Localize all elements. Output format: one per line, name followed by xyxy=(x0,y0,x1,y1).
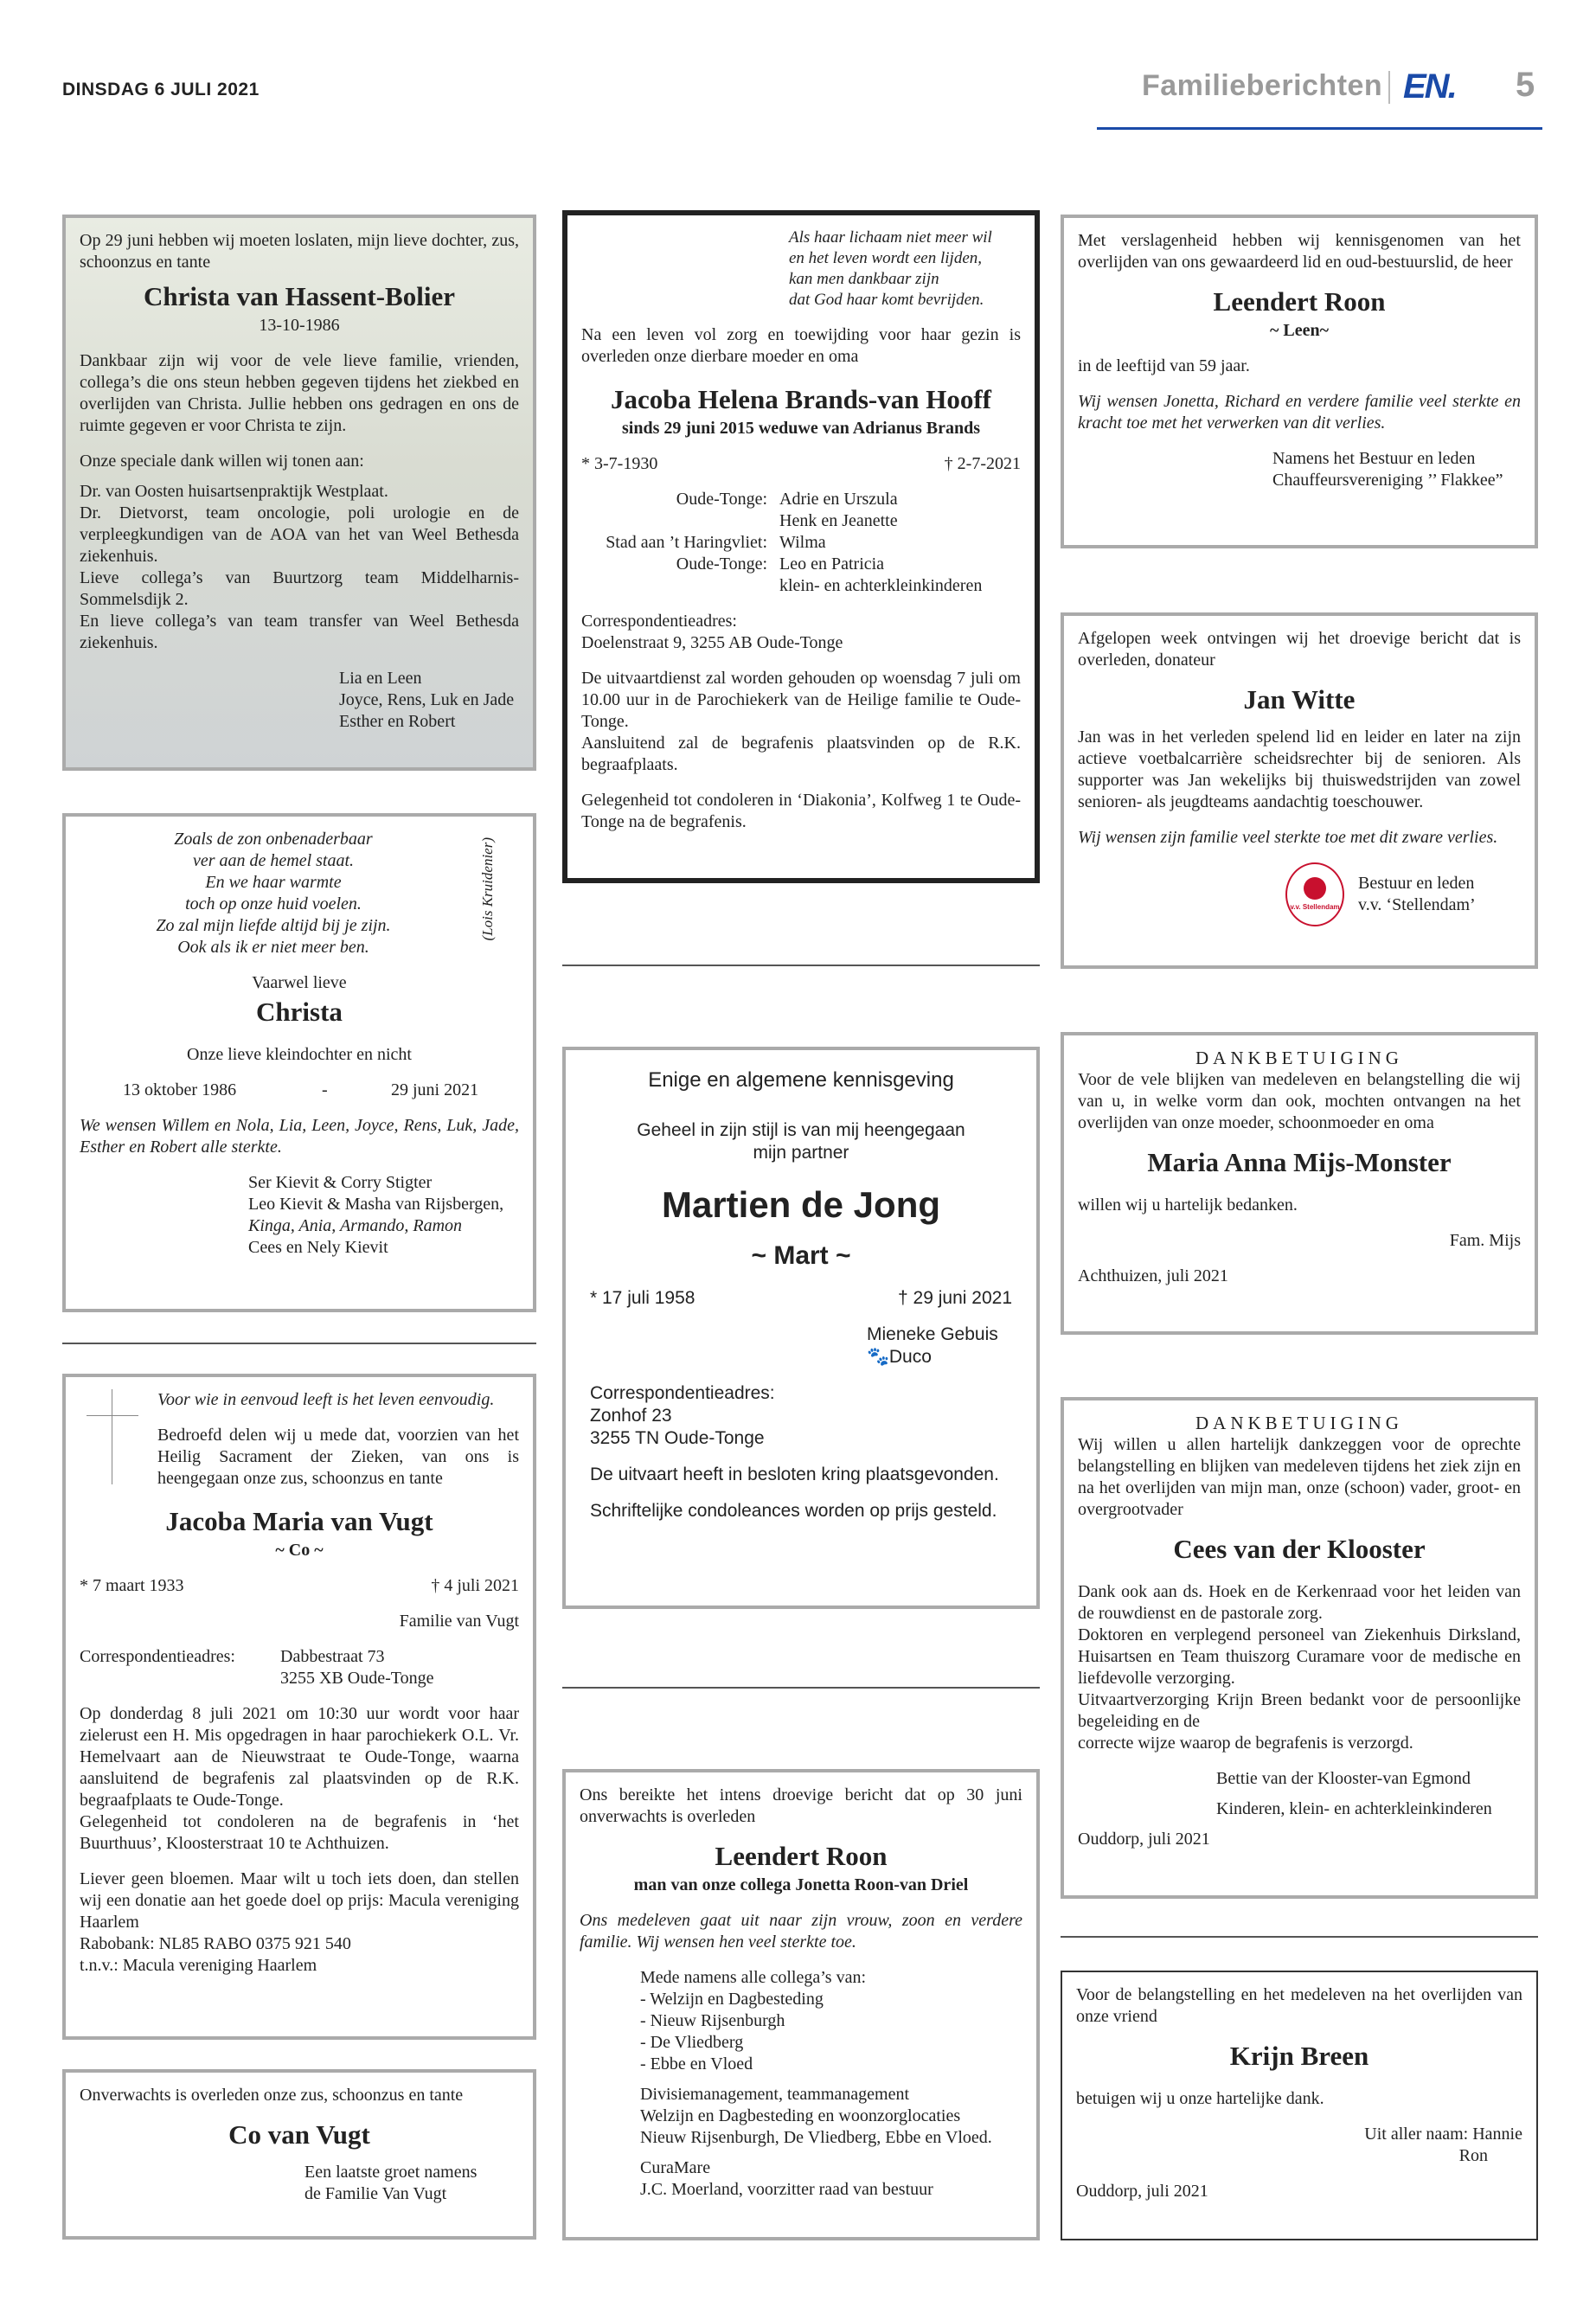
donation-info: Liever geen bloemen. Maar wilt u toch iets doen, dan stellen wij een donatie aan het goede doel op prijs: Macula vereniging Haarlem Rabobank: NL85 RABO 0375 921 540 t.n.v.: Macula vereniging Haarlem xyxy=(80,1869,519,1975)
family-row: Oude-Tonge: Adrie en Urszula xyxy=(676,490,898,509)
correspondence-label: Correspondentieadres: xyxy=(590,1383,775,1403)
signatory: Duco xyxy=(888,1347,932,1367)
notice-heading: DANKBETUIGING xyxy=(1195,1413,1403,1433)
died-date: † 2-7-2021 xyxy=(944,454,1021,473)
notice-cees-van-der-klooster xyxy=(1061,1397,1538,1899)
deceased-name: Christa xyxy=(256,997,343,1027)
deceased-name: Cees van der Klooster xyxy=(1173,1534,1426,1564)
thanks-line: betuigen wij u onze hartelijke dank. xyxy=(1076,2089,1324,2108)
date-dash: - xyxy=(322,1080,328,1099)
died-date: † 29 juni 2021 xyxy=(898,1288,1012,1308)
column-divider xyxy=(1061,1936,1538,1938)
notice-intro: Met verslagenheid hebben wij kennisgenomen van het overlijden van ons gewaardeerd lid en oud-bestuurslid, de heer xyxy=(1078,231,1521,272)
born-date: * 3-7-1930 xyxy=(581,454,658,473)
wish: Ons medeleven gaat uit naar zijn vrouw, zoon en verdere familie. Wij wensen hen veel sterkte toe. xyxy=(580,1911,1022,1952)
deceased-name: Leendert Roon xyxy=(715,1841,888,1871)
section-title: Familieberichten xyxy=(1142,69,1383,102)
condolence-info: Schriftelijke condoleances worden op prijs gesteld. xyxy=(590,1501,997,1521)
column-divider xyxy=(562,1687,1040,1689)
notice-leendert-roon-club xyxy=(1061,215,1538,548)
list-item: - Nieuw Rijsenburgh xyxy=(640,2011,785,2030)
address-line: Zonhof 23 xyxy=(590,1406,672,1426)
notice-intro: Geheel in zijn stijl is van mij heengegaan mijn partner xyxy=(637,1120,965,1163)
thanks-intro: Onze speciale dank willen wij tonen aan: xyxy=(80,452,364,471)
thanks-list: Dr. van Oosten huisartsenpraktijk Westplaat. Dr. Dietvorst, team oncologie, poli urologie en de verpleegkundigen van de AOA van het van Weel Bethesda ziekenhuis. Lieve collega’s van Buurtzorg team Middelharnis-Sommelsdijk 2. En lieve collega’s van team transfer van Weel Bethesda ziekenhuis. xyxy=(80,482,519,652)
signatory: Kinderen, klein- en achterkleinkinderen xyxy=(1216,1799,1492,1818)
header-rule xyxy=(1097,127,1542,130)
deceased-name: Jacoba Helena Brands-van Hooff xyxy=(610,384,992,414)
born-date: 13 oktober 1986 xyxy=(123,1080,237,1099)
service-info: De uitvaartdienst zal worden gehouden op woensdag 7 juli om 10.00 uur in de Parochiekerk van de Heilige familie te Oude-Tonge. Aansluitend zal de begrafenis plaatsvinden op de R.K. begraafplaats. xyxy=(581,669,1021,774)
place-date: Ouddorp, juli 2021 xyxy=(1076,2182,1208,2201)
wish: We wensen Willem en Nola, Lia, Leen, Joyce, Rens, Luk, Jade, Esther en Robert alle sterkte. xyxy=(80,1116,519,1157)
age-line: in de leeftijd van 59 jaar. xyxy=(1078,356,1250,375)
relation-line: Onze lieve kleindochter en nicht xyxy=(187,1045,412,1064)
nickname: ~ Mart ~ xyxy=(751,1241,851,1270)
address-line: Doelenstraat 9, 3255 AB Oude-Tonge xyxy=(581,633,843,652)
deceased-name: Martien de Jong xyxy=(661,1184,941,1225)
page-number: 5 xyxy=(1516,66,1535,104)
nickname: ~ Leen~ xyxy=(1269,321,1330,340)
address-line: 3255 TN Oude-Tonge xyxy=(590,1428,765,1448)
signatories: Fam. Mijs xyxy=(1449,1231,1521,1250)
family-row: Stad aan ’t Haringvliet: Wilma xyxy=(606,533,826,552)
paw-icon: 🐾 xyxy=(867,1347,890,1367)
family-row: Henk en Jeanette xyxy=(779,511,898,530)
notice-jacoba-van-vugt xyxy=(62,1374,536,2040)
notice-body: Dankbaar zijn wij voor de vele lieve familie, vrienden, collega’s die ons steun hebben gegeven tijdens het ziekbed en overlijden van Christa. Jullie hebben ons gedragen en ons de ruimte gegeven er voor Christa te zijn. xyxy=(80,351,519,435)
motto: Voor wie in eenvoud leeft is het leven eenvoudig. xyxy=(157,1390,495,1409)
died-date: 29 juni 2021 xyxy=(391,1080,479,1099)
deceased-name: Co van Vugt xyxy=(228,2119,370,2150)
notice-maria-mijs-monster xyxy=(1061,1032,1538,1335)
notice-body: Dank ook aan ds. Hoek en de Kerkenraad voor het leiden van de rouwdienst en de pastorale zorg. Doktoren en verplegend personeel van Ziekenhuis Dirksland, Huisartsen en Team thuiszorg Curamare voor de medische en liefdevolle verzorging. Uitvaartverzorging Krijn Breen bedankt voor de persoonlijke begeleiding en de correcte wijze waarop de begrafenis is verzorgd. xyxy=(1078,1582,1521,1753)
wish: Wij wensen Jonetta, Richard en verdere familie veel sterkte en kracht toe met het verwerken van dit verlies. xyxy=(1078,392,1521,433)
correspondence-label: Correspondentieadres: xyxy=(581,612,737,631)
cross-icon xyxy=(87,1389,138,1484)
notice-intro: Bedroefd delen wij u mede dat, voorzien van het Heilig Sacrament der Zieken, van ons is heengegaan onze zus, schoonzus en tante xyxy=(157,1426,519,1488)
signatory: Bettie van der Klooster-van Egmond xyxy=(1216,1769,1471,1788)
column-divider xyxy=(62,1343,536,1344)
family-row: klein- en achterkleinkinderen xyxy=(779,576,983,595)
notice-heading: Enige en algemene kennisgeving xyxy=(648,1068,954,1092)
signatory: Ron xyxy=(1458,2146,1488,2165)
signatories: Lia en Leen Joyce, Rens, Luk en Jade Esther en Robert xyxy=(339,669,515,731)
notice-heading: DANKBETUIGING xyxy=(1195,1048,1403,1068)
notice-jacoba-brands xyxy=(562,210,1040,883)
notice-intro: Ons bereikte het intens droevige bericht dat op 30 juni onverwachts is overleden xyxy=(580,1785,1022,1826)
notice-intro: Voor de vele blijken van medeleven en belangstelling die wij van u, in welke vorm dan ook, mochten ontvangen na het overlijden van onze moeder, schoonmoeder en oma xyxy=(1078,1070,1521,1132)
notice-intro: Afgelopen week ontvingen wij het droevige bericht dat is overleden, donateur xyxy=(1078,629,1521,670)
poem: Als haar lichaam niet meer wil en het leven wordt een lijden, kan men dankbaar zijn dat God haar komt bevrijden. xyxy=(789,228,992,309)
header-separator xyxy=(1388,71,1390,104)
deceased-name: Maria Anna Mijs-Monster xyxy=(1147,1147,1452,1177)
notice-martien-de-jong xyxy=(562,1047,1040,1609)
notice-intro: Voor de belangstelling en het medeleven na het overlijden van onze vriend xyxy=(1076,1985,1522,2026)
deceased-name: Jacoba Maria van Vugt xyxy=(165,1506,433,1536)
club-logo-icon: v.v. Stellendam xyxy=(1285,862,1344,926)
signed-intro: Mede namens alle collega’s van: xyxy=(640,1968,867,1987)
signatory: Ser Kievit & Corry Stigter xyxy=(248,1173,433,1192)
born-date: * 17 juli 1958 xyxy=(590,1288,695,1308)
list-item: - Welzijn en Dagbesteding xyxy=(640,1990,824,2009)
signatories: Namens het Bestuur en leden Chauffeursvereniging ’’ Flakkee” xyxy=(1272,449,1503,490)
deceased-name: Krijn Breen xyxy=(1229,2041,1369,2071)
issue-date: DINSDAG 6 JULI 2021 xyxy=(62,80,260,99)
service-info: Op donderdag 8 juli 2021 om 10:30 uur wordt voor haar zielerust een H. Mis opgedragen in haar parochiekerk O.L. Vr. Hemelvaart aan de Nieuwstraat te Oude-Tonge, waarna aansluitend de begrafenis zal plaatsvinden op de R.K. begraafplaats te Oude-Tonge. Gelegenheid tot condoleren na de begrafenis in ‘het Buurthuus’, Kloosterstraat 10 te Achthuizen. xyxy=(80,1704,519,1853)
address-line: 3255 XB Oude-Tonge xyxy=(280,1669,434,1688)
notice-christa-hassent xyxy=(62,215,536,771)
died-date: † 4 juli 2021 xyxy=(431,1576,519,1595)
list-item: - De Vliedberg xyxy=(640,2033,744,2052)
relation-line: man van onze collega Jonetta Roon-van Driel xyxy=(633,1875,969,1894)
place-date: Achthuizen, juli 2021 xyxy=(1078,1266,1228,1285)
farewell-line: Vaarwel lieve xyxy=(252,973,347,992)
born-date: * 7 maart 1933 xyxy=(80,1576,184,1595)
funeral-info: De uitvaart heeft in besloten kring plaatsgevonden. xyxy=(590,1465,999,1484)
signatory: Leo Kievit & Masha van Rijsbergen, xyxy=(248,1195,504,1214)
family-list xyxy=(581,489,1021,597)
poem: Zoals de zon onbenaderbaar ver aan de hemel staat. En we haar warmte toch op onze huid voelen. Zo zal mijn liefde altijd bij je zijn. Ook als ik er niet meer ben. xyxy=(156,830,391,957)
deceased-name: Leendert Roon xyxy=(1213,286,1386,317)
condolence-info: Gelegenheid tot condoleren in ‘Diakonia’, Kolfweg 1 te Oude-Tonge na de begrafenis. xyxy=(581,791,1021,831)
column-divider xyxy=(562,965,1040,966)
address-line: Dabbestraat 73 xyxy=(280,1647,385,1666)
en-logo: EN. xyxy=(1403,67,1456,106)
notice-body: Jan was in het verleden spelend lid en leider en later na zijn actieve voetbalcarrière scheidsrechter bij de senioren. Als supporter was Jan wekelijks bij thuiswedstrijden van zowel senioren- als jeugdteams aandachtig toeschouwer. xyxy=(1078,727,1521,811)
notice-krijn-breen xyxy=(1061,1971,1538,2240)
notice-co-van-vugt xyxy=(62,2069,536,2240)
list-item: - Ebbe en Vloed xyxy=(640,2054,753,2073)
wish: Wij wensen zijn familie veel sterkte toe met dit zware verlies. xyxy=(1078,828,1498,847)
nickname: ~ Co ~ xyxy=(275,1541,324,1560)
signatory: Mieneke Gebuis xyxy=(867,1324,998,1344)
signatories: Bestuur en leden v.v. ‘Stellendam’ xyxy=(1358,874,1476,914)
notice-christa-poem xyxy=(62,813,536,1312)
notice-intro: Op 29 juni hebben wij moeten loslaten, mijn lieve dochter, zus, schoonzus en tante xyxy=(80,231,519,272)
deceased-name: Jan Witte xyxy=(1243,684,1356,715)
management-signature: Divisiemanagement, teammanagement Welzijn en Dagbesteding en woonzorglocaties Nieuw Rijsenburgh, De Vliedberg, Ebbe en Vloed. xyxy=(640,2085,992,2147)
curamare-signature: CuraMare J.C. Moerland, voorzitter raad van bestuur xyxy=(640,2158,933,2199)
signatory: Cees en Nely Kievit xyxy=(248,1238,388,1257)
poem-author: (Lois Kruidenier) xyxy=(479,837,496,941)
thanks-line: willen wij u hartelijk bedanken. xyxy=(1078,1195,1298,1215)
widow-line: sinds 29 juni 2015 weduwe van Adrianus Brands xyxy=(621,419,980,438)
notice-intro: Onverwachts is overleden onze zus, schoonzus en tante xyxy=(80,2086,464,2105)
birth-date: 13-10-1986 xyxy=(259,316,340,335)
notice-intro: Wij willen u allen hartelijk dankzeggen voor de oprechte belangstelling en blijken van medeleven tijdens het ziek zijn en na het overlijden van mijn man, onze (schoon) vader, groot- en overgrootvader xyxy=(1078,1435,1521,1519)
signatories: Een laatste groet namens de Familie Van Vugt xyxy=(304,2163,478,2203)
correspondence-label: Correspondentieadres: xyxy=(80,1647,235,1666)
notice-intro: Na een leven vol zorg en toewijding voor haar gezin is overleden onze dierbare moeder en oma xyxy=(581,325,1021,366)
notice-jan-witte xyxy=(1061,612,1538,969)
signatory: Uit aller naam: Hannie xyxy=(1364,2125,1522,2144)
family-row: Oude-Tonge: Leo en Patricia xyxy=(676,554,885,574)
place-date: Ouddorp, juli 2021 xyxy=(1078,1830,1210,1849)
signatory: Kinga, Ania, Armando, Ramon xyxy=(248,1216,463,1235)
family-signature: Familie van Vugt xyxy=(399,1612,519,1631)
notice-leendert-roon-colleagues xyxy=(562,1769,1040,2240)
deceased-name: Christa van Hassent-Bolier xyxy=(144,281,455,311)
